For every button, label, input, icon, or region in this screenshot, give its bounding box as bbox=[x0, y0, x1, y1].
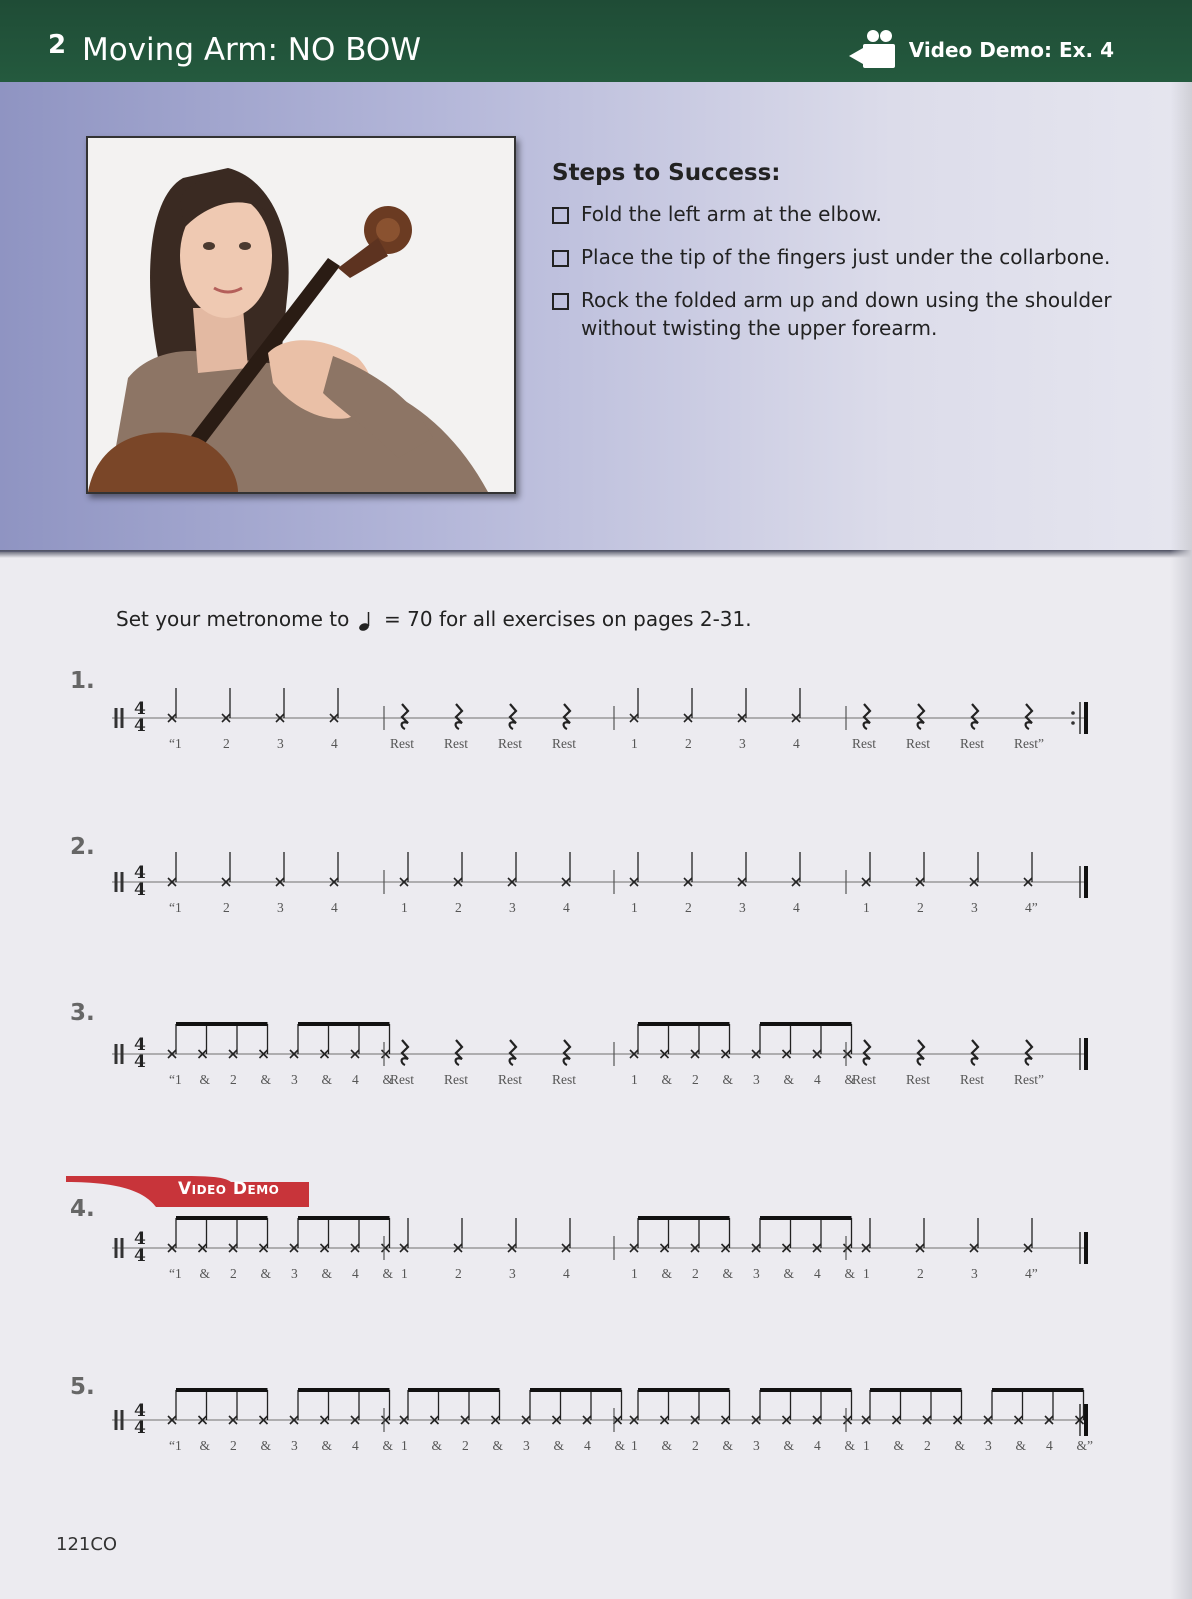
count-label: & bbox=[321, 1438, 333, 1453]
count-label: 2 bbox=[455, 900, 462, 915]
count-label: 4 bbox=[563, 1266, 570, 1281]
count-label: 3 bbox=[291, 1072, 298, 1087]
count-label: & bbox=[722, 1072, 734, 1087]
count-label: 1 bbox=[401, 1438, 408, 1453]
count-label: 1 bbox=[631, 900, 638, 915]
count-label: 2 bbox=[924, 1438, 931, 1453]
count-label: 1 bbox=[401, 1266, 408, 1281]
count-label: 3 bbox=[739, 736, 746, 751]
count-label: & bbox=[661, 1072, 673, 1087]
count-label: 2 bbox=[692, 1438, 699, 1453]
count-label: & bbox=[893, 1438, 905, 1453]
step-text: Fold the left arm at the elbow. bbox=[581, 202, 882, 226]
count-label: & bbox=[431, 1438, 443, 1453]
count-label: & bbox=[783, 1072, 795, 1087]
count-label: Rest bbox=[852, 1072, 877, 1087]
count-label: 4 bbox=[1046, 1438, 1053, 1453]
count-label: Rest bbox=[552, 1072, 577, 1087]
step-text: Place the tip of the fingers just under the collarbone. bbox=[581, 245, 1111, 269]
count-label: 3 bbox=[971, 900, 978, 915]
count-label: 1 bbox=[863, 1266, 870, 1281]
repeat-dot bbox=[1071, 721, 1075, 725]
footer-code: 121CO bbox=[56, 1534, 118, 1555]
count-label: 3 bbox=[523, 1438, 530, 1453]
count-label: Rest bbox=[444, 736, 469, 751]
page-title: Moving Arm: NO BOW bbox=[82, 32, 421, 68]
count-label: 4 bbox=[352, 1438, 359, 1453]
time-signature-top: 4 bbox=[134, 699, 146, 719]
quarter-rest bbox=[918, 1040, 924, 1065]
count-label: 4 bbox=[793, 900, 800, 915]
count-label: 3 bbox=[753, 1072, 760, 1087]
count-label: & bbox=[722, 1266, 734, 1281]
count-label: & bbox=[382, 1072, 394, 1087]
count-label: 4 bbox=[331, 900, 338, 915]
count-label: & bbox=[382, 1438, 394, 1453]
time-signature-bottom: 4 bbox=[134, 880, 146, 900]
time-signature-top: 4 bbox=[134, 1401, 146, 1421]
time-signature-bottom: 4 bbox=[134, 1418, 146, 1438]
count-label: Rest bbox=[498, 1072, 523, 1087]
quarter-rest bbox=[1026, 704, 1032, 729]
quarter-rest bbox=[564, 704, 570, 729]
count-label: 3 bbox=[291, 1266, 298, 1281]
video-demo-tag-label: Video Demo bbox=[178, 1179, 280, 1199]
count-label: 2 bbox=[230, 1072, 237, 1087]
count-label: 4 bbox=[352, 1266, 359, 1281]
quarter-rest bbox=[510, 704, 516, 729]
quarter-rest bbox=[564, 1040, 570, 1065]
exercise-number: 3. bbox=[70, 1000, 95, 1026]
count-label: Rest bbox=[552, 736, 577, 751]
count-label: 2 bbox=[230, 1266, 237, 1281]
count-label: 4” bbox=[1025, 1266, 1038, 1281]
count-label: & bbox=[321, 1072, 333, 1087]
count-label: & bbox=[260, 1438, 272, 1453]
video-demo-label: Video Demo: Ex. 4 bbox=[908, 38, 1114, 62]
time-signature-bottom: 4 bbox=[134, 1052, 146, 1072]
count-label: 1 bbox=[863, 900, 870, 915]
count-label: Rest bbox=[906, 736, 931, 751]
count-label: “1 bbox=[169, 900, 182, 915]
count-label: 2 bbox=[917, 900, 924, 915]
count-label: 4 bbox=[793, 736, 800, 751]
quarter-rest bbox=[864, 1040, 870, 1065]
exercise-number: 5. bbox=[70, 1374, 95, 1400]
count-label: 4” bbox=[1025, 900, 1038, 915]
count-label: 1 bbox=[631, 736, 638, 751]
quarter-rest bbox=[864, 704, 870, 729]
count-label: & bbox=[1015, 1438, 1027, 1453]
count-label: 4 bbox=[563, 900, 570, 915]
count-label: 3 bbox=[277, 900, 284, 915]
count-label: 4 bbox=[584, 1438, 591, 1453]
count-label: Rest” bbox=[1014, 1072, 1044, 1087]
count-label: 4 bbox=[814, 1072, 821, 1087]
time-signature-top: 4 bbox=[134, 863, 146, 883]
count-label: “1 bbox=[169, 1072, 182, 1087]
count-label: Rest” bbox=[1014, 736, 1044, 751]
count-label: 2 bbox=[685, 900, 692, 915]
count-label: Rest bbox=[444, 1072, 469, 1087]
count-label: 3 bbox=[985, 1438, 992, 1453]
count-label: & bbox=[199, 1072, 211, 1087]
count-label: Rest bbox=[906, 1072, 931, 1087]
count-label: 3 bbox=[753, 1266, 760, 1281]
repeat-dot bbox=[1071, 711, 1075, 715]
count-label: & bbox=[382, 1266, 394, 1281]
quarter-rest bbox=[1026, 1040, 1032, 1065]
count-label: 2 bbox=[462, 1438, 469, 1453]
count-label: 1 bbox=[631, 1266, 638, 1281]
quarter-rest bbox=[510, 1040, 516, 1065]
count-label: & bbox=[722, 1438, 734, 1453]
count-label: 3 bbox=[509, 900, 516, 915]
count-label: 3 bbox=[291, 1438, 298, 1453]
count-label: 1 bbox=[863, 1438, 870, 1453]
quarter-rest bbox=[456, 704, 462, 729]
quarter-rest bbox=[972, 1040, 978, 1065]
count-label: Rest bbox=[390, 1072, 415, 1087]
count-label: & bbox=[783, 1438, 795, 1453]
metronome-prefix: Set your metronome to bbox=[116, 607, 350, 631]
count-label: Rest bbox=[960, 736, 985, 751]
count-label: 4 bbox=[814, 1266, 821, 1281]
time-signature-bottom: 4 bbox=[134, 716, 146, 736]
count-label: 2 bbox=[230, 1438, 237, 1453]
count-label: “1 bbox=[169, 736, 182, 751]
page-number: 2 bbox=[48, 30, 67, 60]
count-label: & bbox=[199, 1266, 211, 1281]
steps-heading: Steps to Success: bbox=[552, 160, 781, 186]
count-label: Rest bbox=[960, 1072, 985, 1087]
quarter-rest bbox=[456, 1040, 462, 1065]
count-label: 3 bbox=[277, 736, 284, 751]
count-label: 4 bbox=[352, 1072, 359, 1087]
count-label: 4 bbox=[331, 736, 338, 751]
count-label: &” bbox=[1076, 1438, 1093, 1453]
count-label: 2 bbox=[917, 1266, 924, 1281]
count-label: & bbox=[661, 1438, 673, 1453]
count-label: 1 bbox=[631, 1438, 638, 1453]
count-label: 2 bbox=[223, 736, 230, 751]
quarter-rest bbox=[402, 704, 408, 729]
count-label: & bbox=[661, 1266, 673, 1281]
count-label: & bbox=[553, 1438, 565, 1453]
count-label: 2 bbox=[223, 900, 230, 915]
count-label: & bbox=[844, 1438, 856, 1453]
count-label: & bbox=[614, 1438, 626, 1453]
count-label: Rest bbox=[852, 736, 877, 751]
count-label: & bbox=[844, 1072, 856, 1087]
count-label: 2 bbox=[692, 1266, 699, 1281]
quarter-rest bbox=[972, 704, 978, 729]
count-label: Rest bbox=[498, 736, 523, 751]
count-label: & bbox=[954, 1438, 966, 1453]
count-label: “1 bbox=[169, 1438, 182, 1453]
count-label: & bbox=[321, 1266, 333, 1281]
count-label: 3 bbox=[753, 1438, 760, 1453]
count-label: & bbox=[783, 1266, 795, 1281]
count-label: & bbox=[199, 1438, 211, 1453]
step-text: Rock the folded arm up and down using the shoulder without twisting the upper forearm. bbox=[581, 288, 1112, 340]
count-label: 3 bbox=[509, 1266, 516, 1281]
count-label: & bbox=[260, 1072, 272, 1087]
count-label: & bbox=[492, 1438, 504, 1453]
count-label: & bbox=[260, 1266, 272, 1281]
count-label: 3 bbox=[971, 1266, 978, 1281]
count-label: 2 bbox=[692, 1072, 699, 1087]
count-label: Rest bbox=[390, 736, 415, 751]
count-label: 2 bbox=[685, 736, 692, 751]
metronome-suffix: = 70 for all exercises on pages 2-31. bbox=[384, 607, 752, 631]
count-label: 4 bbox=[814, 1438, 821, 1453]
count-label: 2 bbox=[455, 1266, 462, 1281]
exercise-number: 4. bbox=[70, 1196, 95, 1222]
time-signature-top: 4 bbox=[134, 1229, 146, 1249]
exercise-number: 1. bbox=[70, 668, 95, 694]
exercise-number: 2. bbox=[70, 834, 95, 860]
count-label: “1 bbox=[169, 1266, 182, 1281]
count-label: 1 bbox=[631, 1072, 638, 1087]
count-label: 1 bbox=[401, 900, 408, 915]
time-signature-top: 4 bbox=[134, 1035, 146, 1055]
quarter-rest bbox=[918, 704, 924, 729]
quarter-rest bbox=[402, 1040, 408, 1065]
time-signature-bottom: 4 bbox=[134, 1246, 146, 1266]
page-edge-shadow bbox=[1170, 82, 1192, 1599]
count-label: & bbox=[844, 1266, 856, 1281]
count-label: 3 bbox=[739, 900, 746, 915]
